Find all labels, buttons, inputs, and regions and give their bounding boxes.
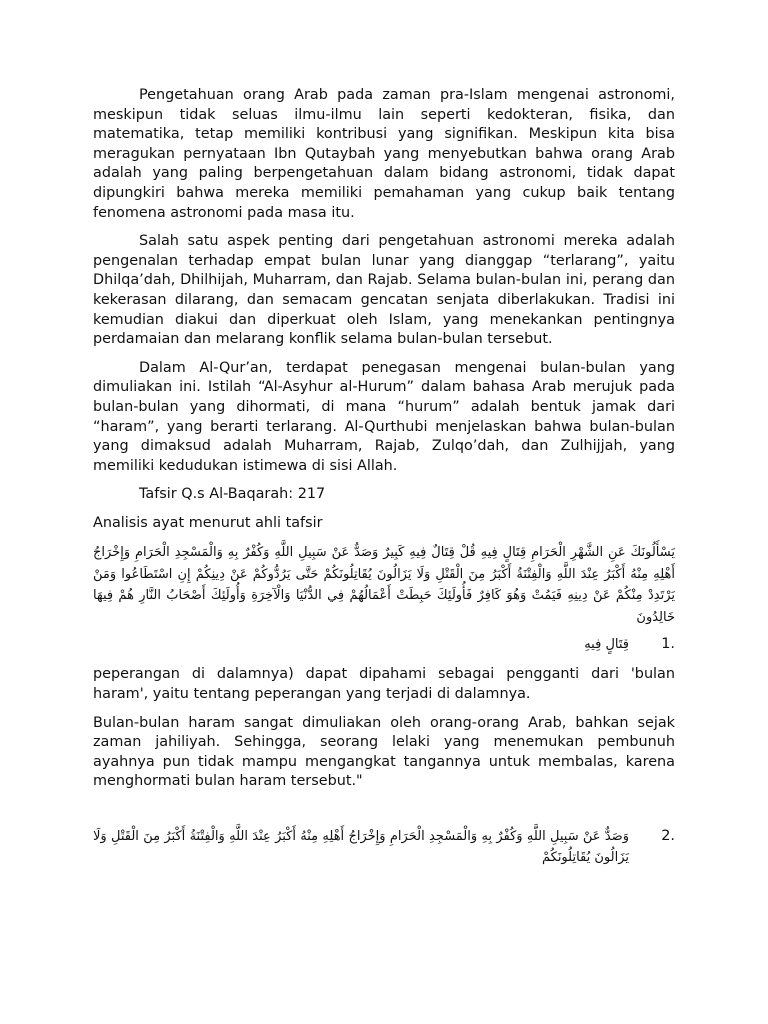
list-number-2: 2. [661, 828, 675, 845]
list-number-1: 1. [661, 636, 675, 653]
analisis-heading: Analisis ayat menurut ahli tafsir [93, 514, 323, 531]
arabic-verse: يَسْأَلُونَكَ عَنِ الشَّهْرِ الْحَرَامِ قِتَالٍ فِيهِ قُلْ قِتَالٌ فِيهِ كَبِيرٌ وَصَدٌّ عَنْ سَبِيلِ اللَّهِ وَكُفْرٌ بِهِ وَالْمَسْجِدِ الْحَرَامِ وَإِخْرَاجُ أَهْلِهِ مِنْهُ أَكْبَرُ عِنْدَ اللَّهِ وَالْفِتْنَةُ أَكْبَرُ مِنَ الْقَتْلِ وَلَا يَزَالُونَ يُقَاتِلُونَكُمْ حَتَّى يَرُدُّوكُمْ عَنْ دِينِكُمْ إِنِ اسْتَطَاعُوا وَمَنْ يَرْتَدِدْ مِنْكُمْ عَنْ دِينِهِ فَيَمُتْ وَهُوَ كَافِرٌ فَأُولَئِكَ حَبِطَتْ أَعْمَالُهُمْ فِي الدُّنْيَا وَالْآخِرَةِ وَأُولَئِكَ أَصْحَابُ النَّارِ هُمْ فِيهَا خَالِدُونَ [93, 545, 675, 625]
document-page [93, 86, 675, 868]
paragraph-quran-affirmation: Dalam Al-Qur’an, terdapat penegasan mengenai bulan-bulan yang dimuliakan ini. Istilah “Al-Asyhur al-Hurum” dalam bahasa Arab merujuk pada bulan-bulan yang dihormati, di mana “hurum” adalah bentuk jamak dari “haram”, yang berarti terlarang. Al-Qurthubi menjelaskan bahwa bulan-bulan yang dimaksud adalah Muharram, Rajab, Zulqo’dah, dan Zulhijjah, yang memiliki kedudukan istimewa di sisi Allah. [93, 359, 675, 474]
paragraph-astronomy-intro: Pengetahuan orang Arab pada zaman pra-Islam mengenai astronomi, meskipun tidak seluas ilmu-ilmu lain seperti kedokteran, fisika, dan matematika, tetap memiliki kontribusi yang signifikan. Meskipun kita bisa meragukan pernyataan Ibn Qutaybah yang menyebutkan bahwa orang Arab adalah yang paling berpengetahuan dalam bidang astronomi, tidak dapat dipungkiri bahwa mereka memiliki pemahaman yang cukup baik tentang fenomena astronomi pada masa itu. [93, 87, 675, 221]
tafsir-heading: Tafsir Q.s Al-Baqarah: 217 [139, 486, 326, 503]
paragraph-honor-months: Bulan-bulan haram sangat dimuliakan oleh orang-orang Arab, bahkan sejak zaman jahiliyah. Sehingga, seorang lelaki yang menemukan pembunuh ayahnya pun tidak mampu mengangkat tangannya untuk membalas, karena menghormati bulan haram tersebut." [93, 714, 675, 790]
list-item-1 [93, 634, 675, 655]
list-arabic-2: وَصَدٌّ عَنْ سَبِيلِ اللَّهِ وَكُفْرٌ بِهِ وَالْمَسْجِدِ الْحَرَامِ وَإِخْرَاجُ أَهْلِهِ مِنْهُ أَكْبَرُ عِنْدَ اللَّهِ وَالْفِتْنَةُ أَكْبَرُ مِنَ الْقَتْلِ وَلَا يَزَالُونَ يُقَاتِلُونَكُمْ [93, 829, 629, 866]
paragraph-item1-explanation: peperangan di dalamnya) dapat dipahami sebagai pengganti dari 'bulan haram', yaitu tentang peperangan yang terjadi di dalamnya. [93, 666, 675, 703]
list-item-2 [93, 826, 675, 868]
list-arabic-1: قِتَالٍ فِيهِ [584, 637, 629, 653]
paragraph-sacred-months: Salah satu aspek penting dari pengetahuan astronomi mereka adalah pengenalan terhadap empat bulan lunar yang dianggap “terlarang”, yaitu Dhilqa’dah, Dhilhijah, Muharram, dan Rajab. Selama bulan-bulan ini, perang dan kekerasan dilarang, dan semacam gencatan senjata diberlakukan. Tradisi ini kemudian diakui dan diperkuat oleh Islam, yang menekankan pentingnya perdamaian dan melarang konflik selama bulan-bulan tersebut. [93, 233, 675, 348]
